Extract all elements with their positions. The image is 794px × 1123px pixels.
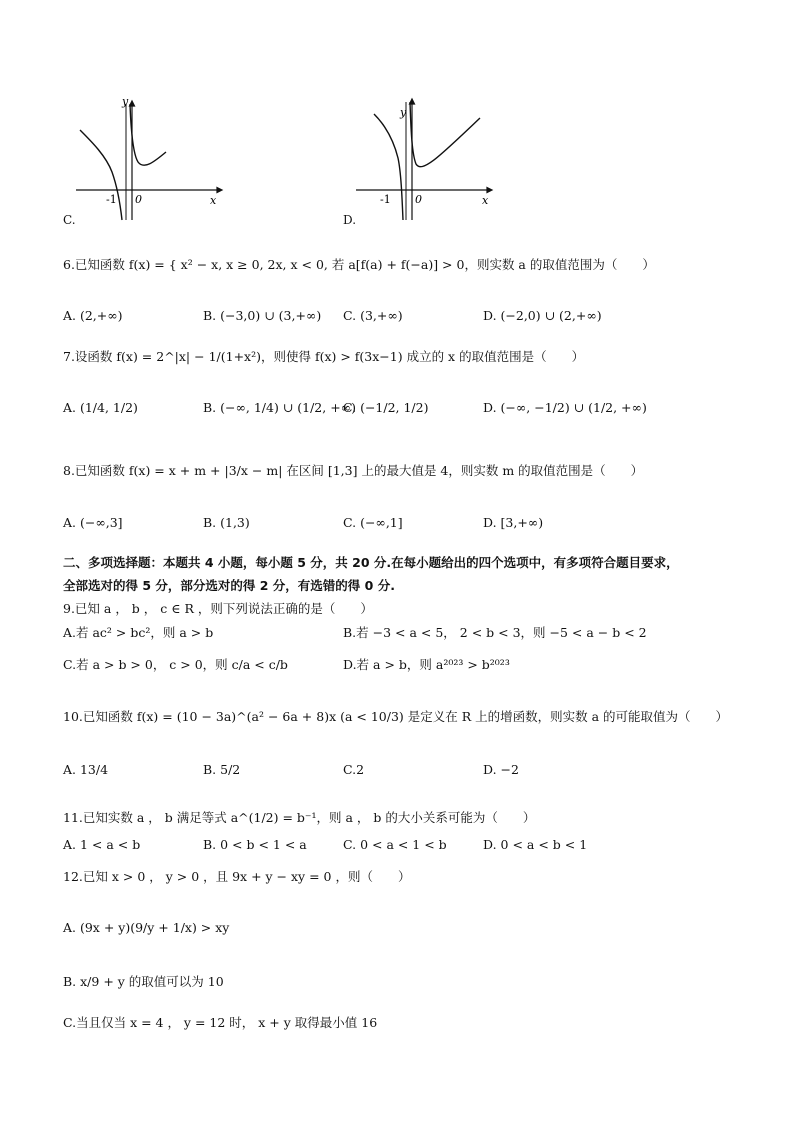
question-9-option-b: B.若 −3 < a < 5， 2 < b < 3，则 −5 < a − b < 2 bbox=[343, 625, 647, 640]
graph-option-c bbox=[60, 92, 230, 232]
question-11-option-c: C. 0 < a < 1 < b bbox=[343, 837, 447, 852]
question-8-option-c: C. (−∞,1] bbox=[343, 515, 403, 530]
graph-d-x-label: x bbox=[482, 194, 489, 207]
graph-c-tick-label: -1 bbox=[106, 193, 117, 206]
question-12-stem: 12.已知 x > 0 ， y > 0 ，且 9x + y − xy = 0 ，则（ ） bbox=[63, 869, 411, 884]
question-10-option-b: B. 5/2 bbox=[203, 762, 241, 777]
question-9-option-d: D.若 a > b，则 a²⁰²³ > b²⁰²³ bbox=[343, 657, 510, 672]
question-7-option-b: B. (−∞, 1/4) ∪ (1/2, +∞) bbox=[203, 400, 356, 415]
graph-d-origin-label: 0 bbox=[415, 193, 422, 206]
question-9-option-a: A.若 ac² > bc²，则 a > b bbox=[63, 625, 214, 640]
question-7-stem: 7.设函数 f(x) = 2^|x| − 1/(1+x²)，则使得 f(x) > f(3x−1) 成立的 x 的取值范围是（ ） bbox=[63, 349, 585, 364]
question-9-stem: 9.已知 a ， b ， c ∈ R ，则下列说法正确的是（ ） bbox=[63, 601, 373, 616]
question-6-option-a: A. (2,+∞) bbox=[63, 308, 123, 323]
question-7-option-d: D. (−∞, −1/2) ∪ (1/2, +∞) bbox=[483, 400, 647, 415]
question-11-stem: 11.已知实数 a ， b 满足等式 a^(1/2) = b⁻¹，则 a ， b 的大小关系可能为（ ） bbox=[63, 810, 536, 825]
question-12-option-b: B. x/9 + y 的取值可以为 10 bbox=[63, 974, 224, 989]
question-7-option-a: A. (1/4, 1/2) bbox=[63, 400, 138, 415]
graph-d-y-label: y bbox=[400, 106, 407, 119]
section-2-heading-line-1: 二、多项选择题：本题共 4 小题，每小题 5 分，共 20 分.在每小题给出的四个选项中，有多项符合题目要求， bbox=[63, 555, 679, 570]
question-6-stem: 6.已知函数 f(x) = { x² − x, x ≥ 0, 2x, x < 0, 若 a[f(a) + f(−a)] > 0，则实数 a 的取值范围为（ ） bbox=[63, 257, 655, 272]
question-10-option-a: A. 13/4 bbox=[63, 762, 109, 777]
question-6-option-c: C. (3,+∞) bbox=[343, 308, 403, 323]
question-10-option-c: C.2 bbox=[343, 762, 365, 777]
question-11-option-b: B. 0 < b < 1 < a bbox=[203, 837, 307, 852]
graph-c-y-label: y bbox=[122, 95, 129, 108]
question-8-stem: 8.已知函数 f(x) = x + m + |3/x − m| 在区间 [1,3] 上的最大值是 4，则实数 m 的取值范围是（ ） bbox=[63, 463, 644, 478]
option-d-label: D. bbox=[343, 213, 357, 227]
question-12-option-c: C.当且仅当 x = 4 ， y = 12 时， x + y 取得最小值 16 bbox=[63, 1015, 378, 1030]
graph-c-origin-label: 0 bbox=[135, 193, 142, 206]
question-11-option-d: D. 0 < a < b < 1 bbox=[483, 837, 588, 852]
question-12-option-a: A. (9x + y)(9/y + 1/x) > xy bbox=[63, 920, 230, 935]
question-8-option-b: B. (1,3) bbox=[203, 515, 250, 530]
question-7-option-c: C. (−1/2, 1/2) bbox=[343, 400, 429, 415]
graph-c-x-label: x bbox=[210, 194, 217, 207]
question-6-option-d: D. (−2,0) ∪ (2,+∞) bbox=[483, 308, 602, 323]
question-8-option-d: D. [3,+∞) bbox=[483, 515, 544, 530]
question-10-option-d: D. −2 bbox=[483, 762, 519, 777]
graph-option-d bbox=[340, 92, 510, 232]
question-11-option-a: A. 1 < a < b bbox=[63, 837, 141, 852]
option-c-label: C. bbox=[63, 213, 76, 227]
question-9-option-c: C.若 a > b > 0， c > 0，则 c/a < c/b bbox=[63, 657, 288, 672]
question-10-stem: 10.已知函数 f(x) = (10 − 3a)^(a² − 6a + 8)x (a < 10/3) 是定义在 R 上的增函数，则实数 a 的可能取值为（ ） bbox=[63, 709, 729, 724]
section-2-heading-line-2: 全部选对的得 5 分，部分选对的得 2 分，有选错的得 0 分. bbox=[63, 578, 395, 593]
question-6-option-b: B. (−3,0) ∪ (3,+∞) bbox=[203, 308, 322, 323]
question-8-option-a: A. (−∞,3] bbox=[63, 515, 123, 530]
graph-d-tick-label: -1 bbox=[380, 193, 391, 206]
